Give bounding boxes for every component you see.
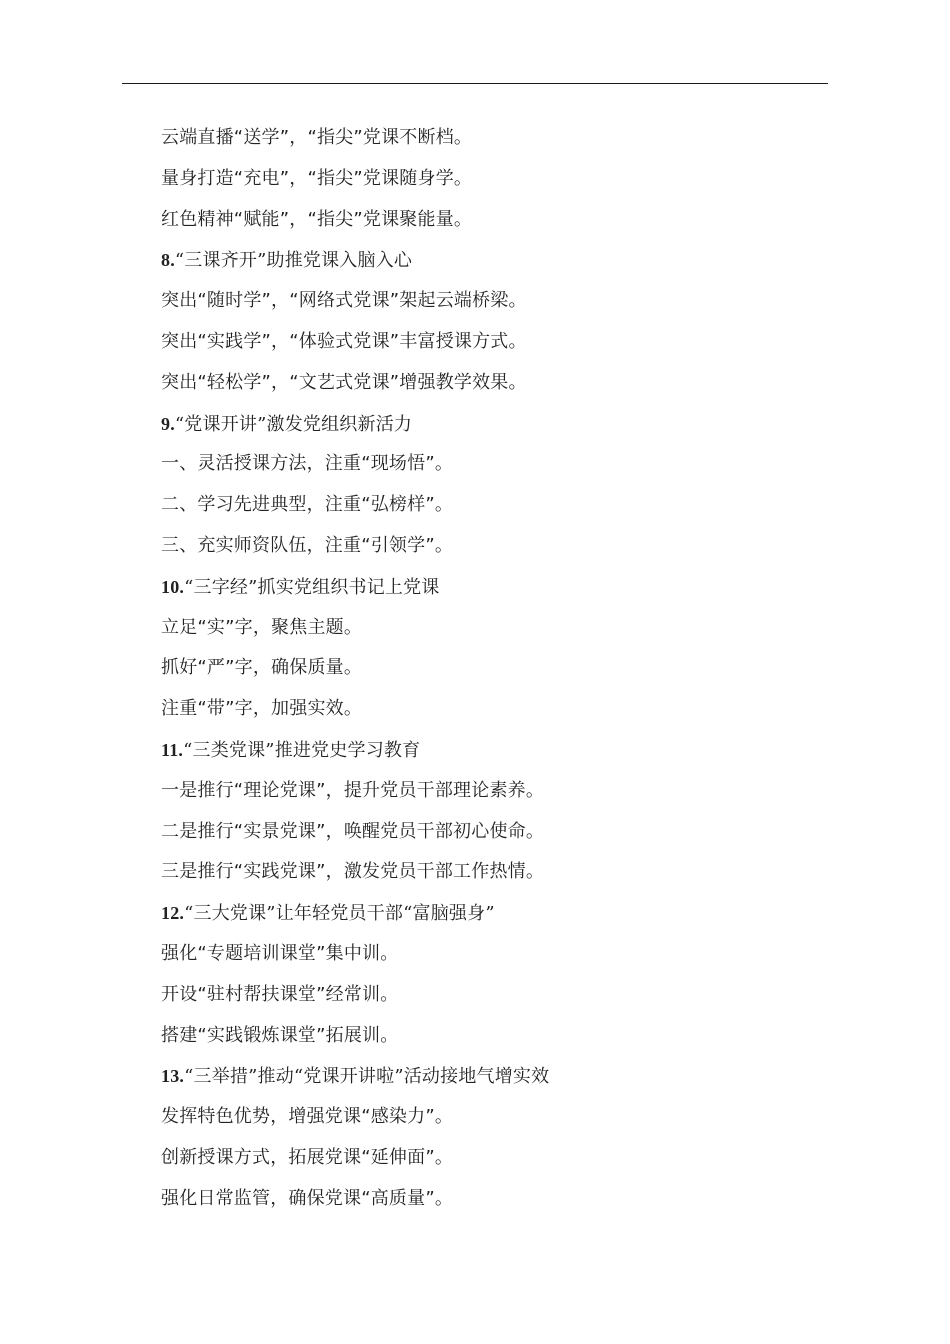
paragraph-text: 抓好“严”字，确保质量。 xyxy=(161,657,363,679)
paragraph-line xyxy=(161,980,841,1021)
paragraph-text: 红色精神“赋能”，“指尖”党课聚能量。 xyxy=(161,208,473,230)
paragraph-line xyxy=(161,694,841,735)
section-number: 11. xyxy=(161,739,184,760)
paragraph-text: 强化“专题培训课堂”集中训。 xyxy=(161,942,399,964)
paragraph-line xyxy=(161,449,841,490)
paragraph-line xyxy=(161,1143,841,1184)
paragraph-line xyxy=(161,286,841,327)
paragraph-text: 云端直播“送学”，“指尖”党课不断档。 xyxy=(161,127,473,148)
paragraph-text: 一、灵活授课方法，注重“现场悟”。 xyxy=(161,453,454,475)
section-heading xyxy=(161,898,841,939)
paragraph-line xyxy=(161,776,841,817)
section-number: 10. xyxy=(161,576,185,597)
section-number: 9. xyxy=(161,413,175,434)
paragraph-line xyxy=(161,653,841,694)
paragraph-text: 突出“轻松学”，“文艺式党课”增强教学效果。 xyxy=(161,371,527,393)
paragraph-text: 强化日常监管，确保党课“高质量”。 xyxy=(161,1187,454,1209)
paragraph-text: 突出“随时学”，“网络式党课”架起云端桥梁。 xyxy=(161,290,527,312)
section-heading-text: “党课开讲”激发党组织新活力 xyxy=(174,413,413,435)
paragraph-line xyxy=(161,531,841,572)
header-rule xyxy=(122,83,828,84)
paragraph-text: 量身打造“充电”，“指尖”党课随身学。 xyxy=(161,167,473,189)
paragraph-text: 二、学习先进典型，注重“弘榜样”。 xyxy=(161,494,454,516)
section-heading xyxy=(161,409,841,450)
paragraph-line xyxy=(161,205,841,246)
paragraph-line xyxy=(161,490,841,531)
paragraph-text: 发挥特色优势，增强党课“感染力”。 xyxy=(161,1106,454,1128)
paragraph-text: 三是推行“实践党课”，激发党员干部工作热情。 xyxy=(161,861,545,883)
section-number: 8. xyxy=(161,250,175,271)
paragraph-line xyxy=(161,817,841,858)
paragraph-line xyxy=(161,1021,841,1062)
paragraph-line xyxy=(161,613,841,654)
section-heading xyxy=(161,572,841,613)
document-body xyxy=(161,123,841,1225)
section-heading xyxy=(161,1061,841,1102)
section-heading-text: “三类党课”推进党史学习教育 xyxy=(183,739,421,761)
section-heading-text: “三举措”推动“党课开讲啦”活动接地气增实效 xyxy=(184,1066,550,1088)
paragraph-line xyxy=(161,123,841,164)
paragraph-line xyxy=(161,368,841,409)
paragraph-line xyxy=(161,857,841,898)
paragraph-text: 搭建“实践锻炼课堂”拓展训。 xyxy=(161,1024,399,1046)
paragraph-line xyxy=(161,939,841,980)
section-heading-text: “三课齐开”助推党课入脑入心 xyxy=(174,250,413,272)
section-heading-text: “三大党课”让年轻党员干部“富脑强身” xyxy=(184,903,495,925)
paragraph-text: 一是推行“理论党课”，提升党员干部理论素养。 xyxy=(161,779,545,801)
section-heading xyxy=(161,245,841,286)
paragraph-line xyxy=(161,164,841,205)
paragraph-text: 三、充实师资队伍，注重“引领学”。 xyxy=(161,534,454,556)
paragraph-line xyxy=(161,1184,841,1225)
paragraph-text: 二是推行“实景党课”，唤醒党员干部初心使命。 xyxy=(161,820,545,842)
paragraph-text: 立足“实”字，聚焦主题。 xyxy=(161,616,363,638)
section-heading xyxy=(161,735,841,776)
paragraph-line xyxy=(161,327,841,368)
paragraph-text: 开设“驻村帮扶课堂”经常训。 xyxy=(161,983,399,1005)
paragraph-line xyxy=(161,1102,841,1143)
section-number: 12. xyxy=(161,903,185,924)
paragraph-text: 创新授课方式，拓展党课“延伸面”。 xyxy=(161,1146,454,1168)
paragraph-text: 突出“实践学”，“体验式党课”丰富授课方式。 xyxy=(161,330,527,352)
section-heading-text: “三字经”抓实党组织书记上党课 xyxy=(184,576,440,598)
section-number: 13. xyxy=(161,1066,185,1087)
paragraph-text: 注重“带”字，加强实效。 xyxy=(161,698,363,720)
